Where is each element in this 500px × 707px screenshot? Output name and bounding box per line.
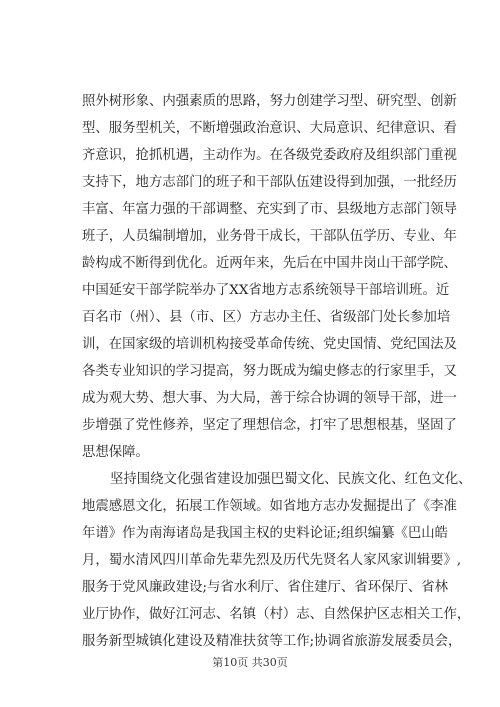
text-line: 丰富、年富力强的干部调整、充实到了市、县级地方志部门领导 — [82, 202, 457, 217]
text-line: 照外树形象、内强素质的思路，努力创建学习型、研究型、创新 — [82, 94, 457, 109]
text-line: 年谱》作为南海诸岛是我国主权的史料论证;组织编纂《巴山皓 — [82, 526, 449, 541]
text-line: 齐意识，抢抓机遇，主动作为。在各级党委政府及组织部门重视 — [82, 148, 457, 163]
text-line: 各类专业知识的学习提高，努力既成为编史修志的行家里手，又 — [82, 364, 457, 379]
text-line: 服务新型城镇化建设及精准扶贫等工作;协调省旅游发展委员会， — [82, 634, 462, 649]
text-line: 中国延安干部学院举办了XX省地方志系统领导干部培训班。近 — [82, 283, 450, 298]
text-line: 步增强了党性修养，坚定了理想信念，打牢了思想根基，坚固了 — [82, 418, 457, 433]
text-line: 龄构成不断得到优化。近两年来，先后在中国井岗山干部学院、 — [82, 256, 457, 271]
text-line: 型、服务型机关，不断增强政治意识、大局意识、纪律意识、看 — [82, 121, 457, 136]
text-line: 成为观大势、想大事、为大局，善于综合协调的领导干部，进一 — [82, 391, 457, 406]
text-line: 服务于党风廉政建设;与省水利厅、省住建厅、省环保厅、省林 — [82, 580, 449, 595]
page-number-footer: 第10页 共30页 — [212, 656, 288, 669]
text-line: 月，蜀水清风四川革命先辈先烈及历代先贤名人家风家训辑要》, — [82, 553, 462, 568]
text-line: 训，在国家级的培训机构接受革命传统、党史国情、党纪国法及 — [82, 337, 457, 352]
text-line: 班子，人员编制增加，业务骨干成长，干部队伍学历、专业、年 — [82, 229, 457, 244]
text-line: 支持下，地方志部门的班子和干部队伍建设得到加强，一批经历 — [82, 175, 457, 190]
text-line: 地震感恩文化，拓展工作领域。如省地方志办发掘提出了《李准 — [82, 499, 457, 514]
text-line: 坚持围绕文化强省建设加强巴蜀文化、民族文化、红色文化、 — [110, 472, 472, 487]
text-line: 百名市（州）、县（市、区）方志办主任、省级部门处长参加培 — [82, 310, 451, 325]
text-line: 思想保障。 — [82, 445, 149, 460]
text-line: 业厅协作，做好江河志、名镇（村）志、自然保护区志相关工作， — [82, 607, 471, 622]
